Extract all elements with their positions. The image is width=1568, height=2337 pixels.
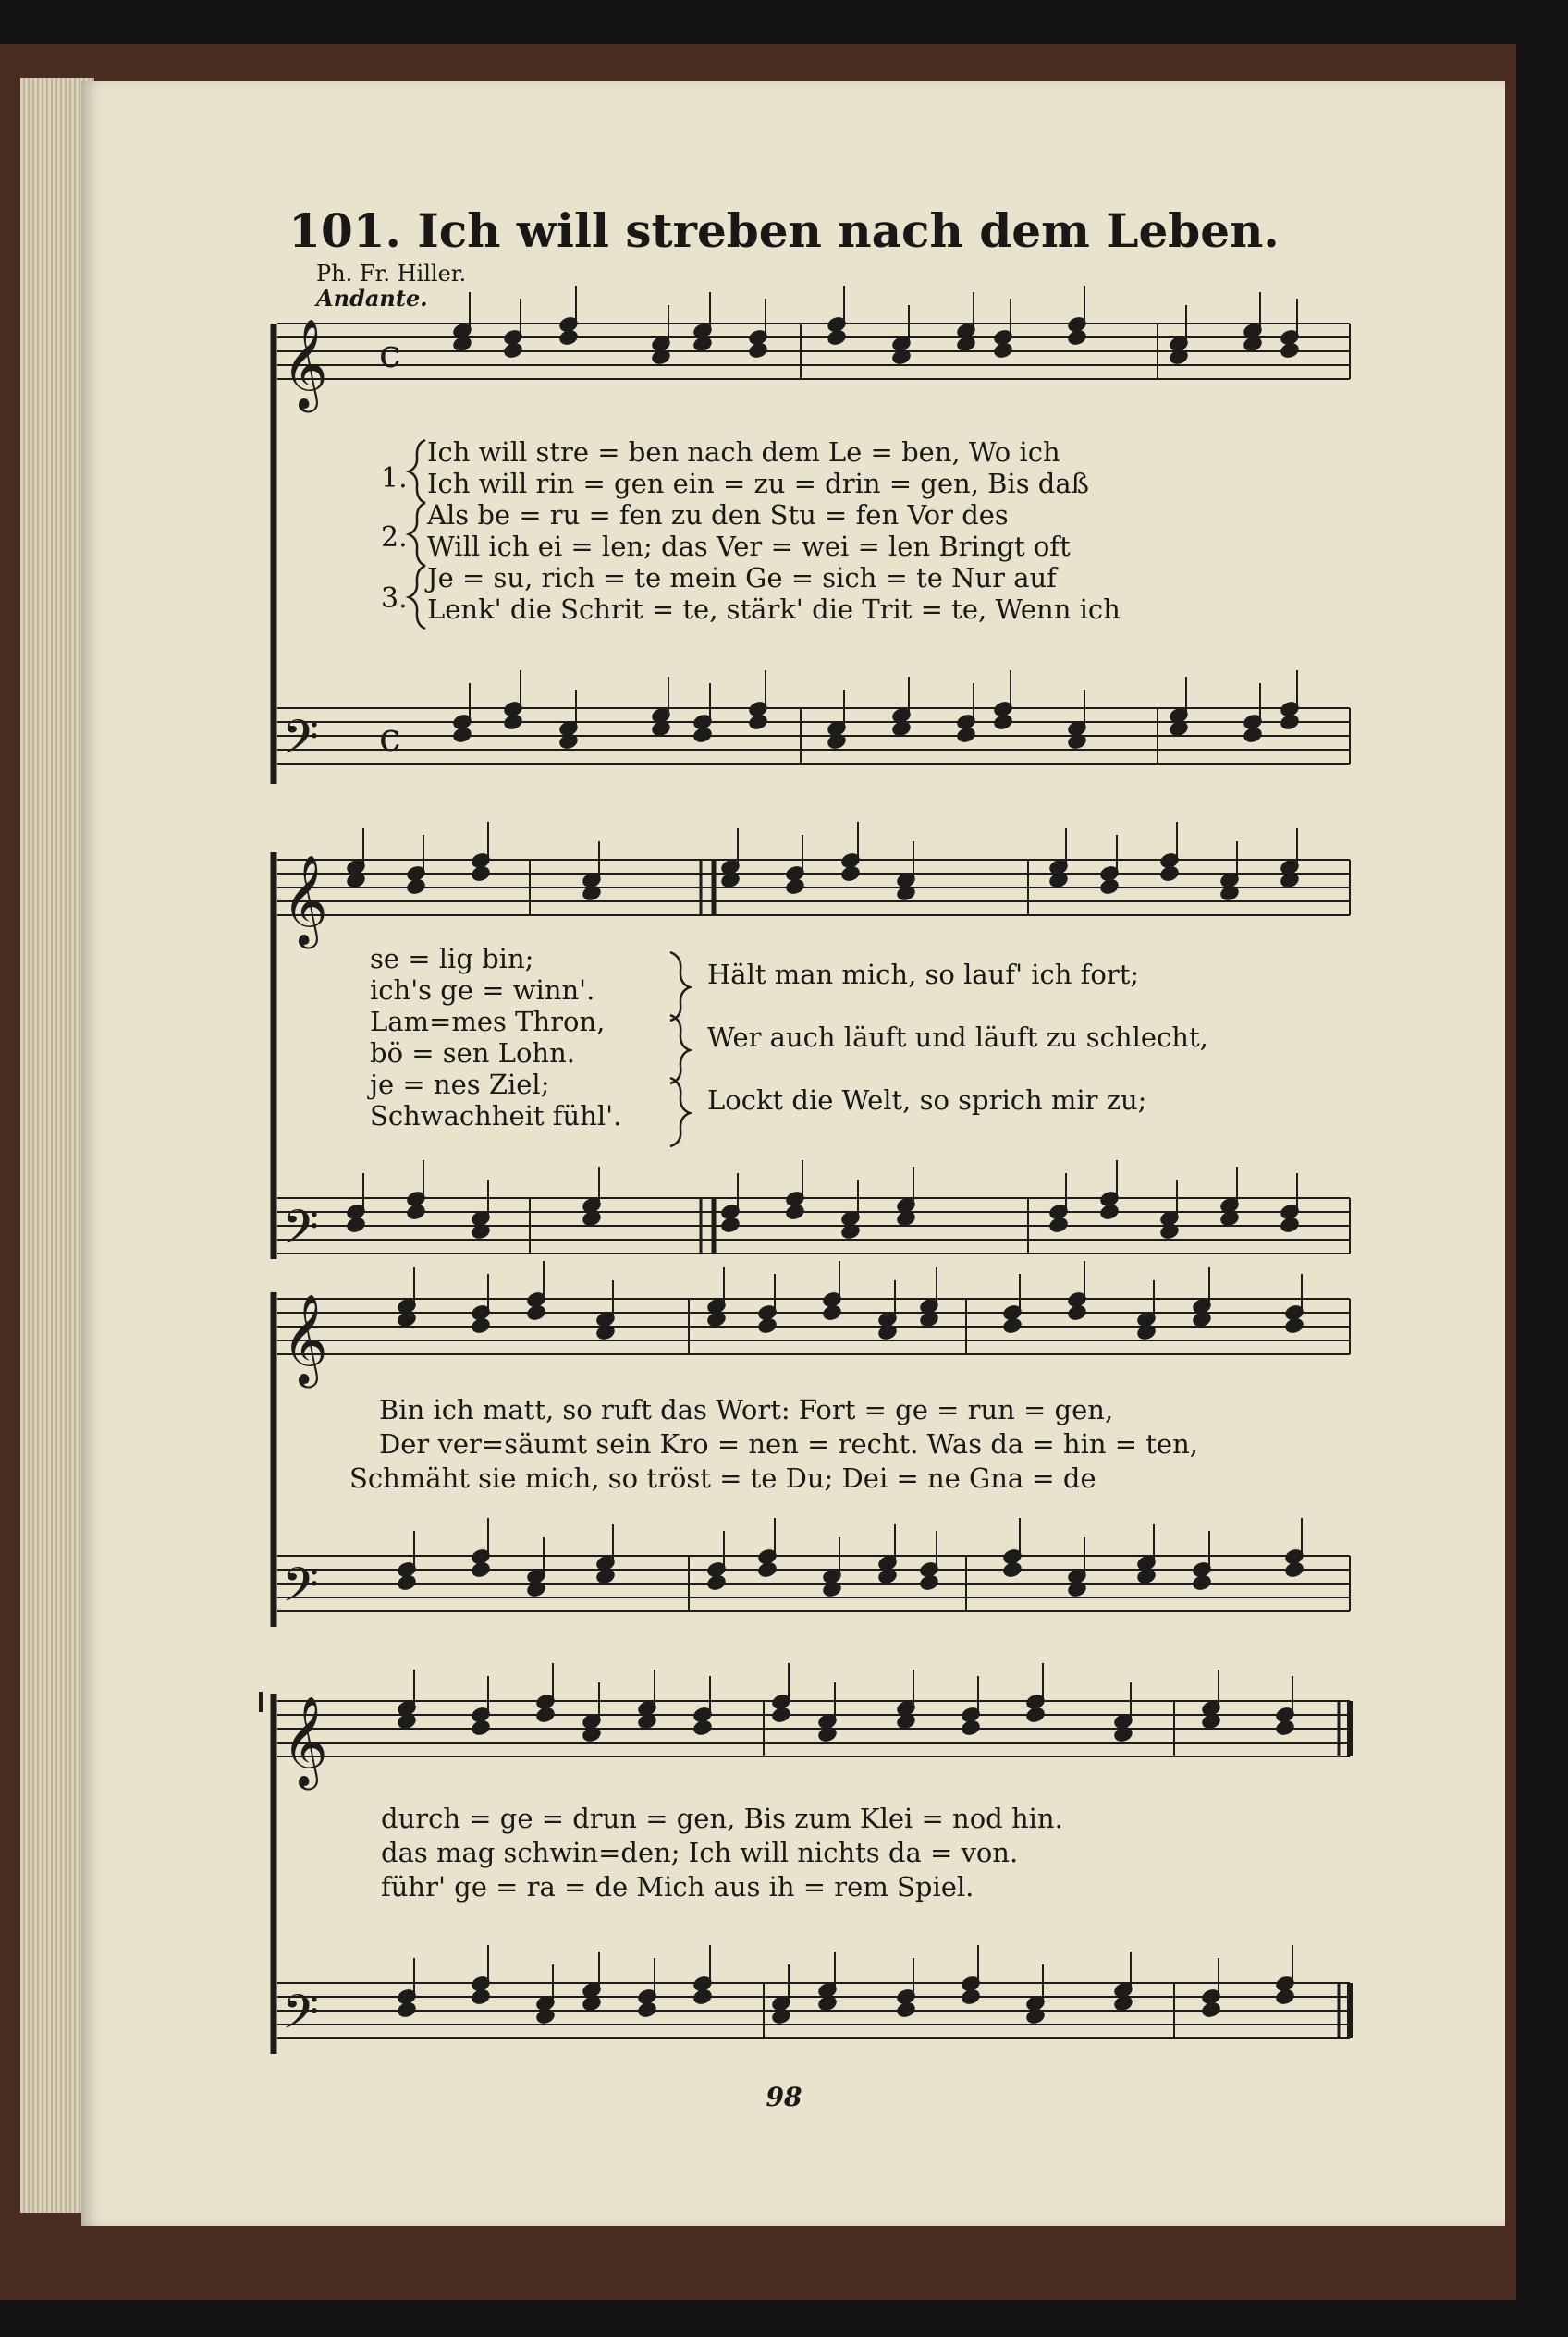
treble-clef: 𝄞 [282,1695,328,1786]
lyric-line: Hält man mich, so lauf' ich fort; [707,959,1140,990]
lyric-line: Lenk' die Schrit = te, stärk' die Trit = te, Wenn ich [427,593,1121,625]
treble-clef: 𝄞 [282,1293,328,1384]
lyric-line: Schmäht sie mich, so tröst = te Du; Dei = ne Gna = de [349,1462,1096,1494]
verse-number-1: 1. [381,462,408,495]
lyric-line: Bin ich matt, so ruft das Wort: Fort = ge = run = gen, [379,1394,1114,1425]
lyric-line: Ich will stre = ben nach dem Le = ben, Wo ich [427,436,1060,468]
lyric-line: ich's ge = winn'. [370,974,595,1006]
hymn-title: 101. Ich will streben nach dem Leben. [288,203,1280,258]
lyric-line: Ich will rin = gen ein = zu = drin = gen, Bis daß [427,468,1090,499]
bass-clef: 𝄢 [282,1984,319,2051]
lyric-line: das mag schwin=den; Ich will nichts da = von. [381,1837,1019,1868]
lyric-line: Schwachheit fühl'. [370,1100,622,1132]
verse-number-2: 2. [381,521,408,554]
lyric-line: se = lig bin; [370,943,534,974]
bass-clef: 𝄢 [282,1557,319,1624]
time-signature: c [379,331,401,376]
lyric-line: bö = sen Lohn. [370,1037,575,1069]
bass-clef: 𝄢 [282,709,319,777]
lyric-line: Wer auch läuft und läuft zu schlecht, [707,1022,1208,1053]
verse-number-3: 3. [381,582,408,615]
page-number: 98 [766,2082,802,2112]
lyric-line: führ' ge = ra = de Mich aus ih = rem Spiel. [381,1871,974,1903]
composer-credit: Ph. Fr. Hiller. [316,261,467,287]
lyric-line: Als be = ru = fen zu den Stu = fen Vor des [427,499,1009,531]
tempo-marking: Andante. [316,285,428,312]
treble-clef: 𝄞 [282,854,328,945]
lyric-line: Je = su, rich = te mein Ge = sich = te Nur auf [427,562,1057,593]
lyric-line: Lockt die Welt, so sprich mir zu; [707,1084,1147,1116]
lyric-line: Will ich ei = len; das Ver = wei = len Bringt oft [427,531,1071,562]
treble-clef: 𝄞 [282,318,328,409]
bass-clef: 𝄢 [282,1199,319,1266]
lyric-line: je = nes Ziel; [370,1069,550,1100]
time-signature: c [379,715,401,760]
lyric-line: durch = ge = drun = gen, Bis zum Klei = nod hin. [381,1803,1063,1834]
lyric-line: Lam=mes Thron, [370,1006,606,1037]
lyric-line: Der ver=säumt sein Kro = nen = recht. Was da = hin = ten, [379,1428,1198,1460]
